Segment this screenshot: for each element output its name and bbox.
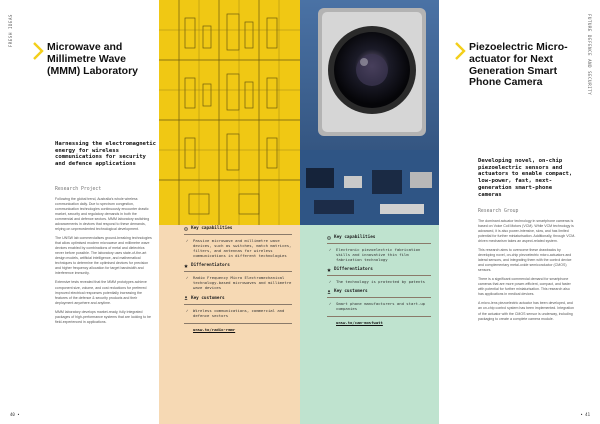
capability-item: ✓ Electronic piezoelectric fabrication skills and innovative thin film fabrication technology xyxy=(329,247,421,263)
key-customers-label: Key customers xyxy=(191,295,225,301)
check-icon: ✓ xyxy=(186,307,189,313)
people-icon xyxy=(184,296,188,300)
divider xyxy=(327,297,431,298)
check-icon: ✓ xyxy=(329,279,332,285)
right-article-body xyxy=(478,219,576,326)
paragraph: Extensive tests revealed that the MMM prototypes achieve component size, volume, and cost reductions for preferred improved electrical responses potentially increasing the features of the defence & security products and their deployment anywhere and anytime. xyxy=(55,280,147,305)
paragraph: This research aims to overcome these drawbacks by developing novel, on-chip piezoelectric micro-actuators and lateral sensors, and integrating them with the control device and complementary metal-oxide semiconductor (CMOS) sensors. xyxy=(478,248,572,273)
differentiator-item: ✓ Radio Frequency Micro Electromechanical technology-based microwaves and millimetre wave devices xyxy=(186,275,292,291)
paragraph: The dominant actuator technology in smartphone cameras is based on Voice Coil Motors (VCM). While VCM technology is advanced, it is also power-intensive, slow, and has limited potential for further miniaturisation. Additionally, through VCM-driven mechanism takes an aspect-related system. xyxy=(478,219,576,244)
right-article-title: Piezoelectric Micro-actuator for Next Generation Smart Phone Camera xyxy=(469,41,568,89)
check-icon: ✓ xyxy=(186,238,189,243)
right-project-link[interactable]: unsw.to/cam-mosfwatt xyxy=(336,320,383,326)
check-icon: ✓ xyxy=(329,301,332,307)
divider xyxy=(327,275,431,276)
circuit-board-photo xyxy=(159,0,300,225)
right-info-box xyxy=(327,235,431,325)
right-article-subhead: Developing novel, on-chip piezoelectric sensors and actuators to enable compact, low-power, fast, next-generation smart-phone cameras xyxy=(478,158,573,198)
divider xyxy=(184,234,292,235)
divider xyxy=(184,304,292,305)
page-number-left: 40 • xyxy=(10,412,20,417)
running-head-right: FUTURE DEFENCE AND SECURITY xyxy=(587,14,592,96)
capability-item: ✓ Passive microwave and millimetre wave devices, such as switches, match matrices, filters, and antennas for wireless communications in different technologies xyxy=(186,238,292,259)
divider xyxy=(184,271,292,272)
left-article-title: Microwave and Millimetre Wave (MMM) Laboratory xyxy=(47,41,138,77)
paragraph: Following the global trend, Australia's whole wireless communication daily. Due to spectrum congestion, communication technologies continuously encounter drastic market, security and regulatory demands in both the commercial and defence sectors. MMM laboratory switching advancements in devices that respond to these demands, relying on unprecedented technological development. xyxy=(55,197,150,232)
target-icon xyxy=(184,227,188,231)
check-icon: ✓ xyxy=(329,247,332,252)
key-customers-heading xyxy=(327,289,431,294)
star-icon xyxy=(327,268,331,272)
key-customers-heading xyxy=(184,296,292,301)
key-capabilities-label: Key capabilities xyxy=(191,226,233,231)
target-icon xyxy=(327,236,331,240)
divider xyxy=(184,323,292,324)
paragraph: MMM laboratory develops market-ready, fully integrated packages of high-performance systems that are looking to be field-experienced in applications. xyxy=(55,309,152,324)
divider xyxy=(327,243,431,244)
key-capabilities-heading xyxy=(184,226,292,231)
chevron-right-icon xyxy=(454,42,466,60)
left-article-kicker: Research Project xyxy=(55,187,102,192)
differentiators-label: Differentiators xyxy=(334,267,373,273)
customer-item: ✓ Smart phone manufacturers and start-up companies xyxy=(329,301,426,312)
check-icon: ✓ xyxy=(186,275,189,281)
left-article-subhead: Harnessing the electromagnetic energy for wireless communications for security and defence applications xyxy=(55,141,157,168)
left-project-link[interactable]: unsw.to/radio-rmmr xyxy=(193,326,236,332)
differentiators-heading xyxy=(184,263,292,268)
people-icon xyxy=(327,290,331,294)
running-head-left: FRESH IDEAS xyxy=(8,14,13,48)
left-article-body xyxy=(55,197,153,329)
chevron-right-icon xyxy=(32,42,44,60)
key-capabilities-label: Key capabilities xyxy=(334,235,376,240)
customer-item: ✓ Wireless communications, commercial and defence sectors xyxy=(186,307,285,318)
left-info-box xyxy=(184,226,292,332)
star-icon xyxy=(184,264,188,268)
differentiators-heading xyxy=(327,267,431,272)
paragraph: There is a significant commercial demand for smartphone cameras that are more power-efficient, compact, and faster with potential for further miniaturisation. This research also has applications in medical devices. xyxy=(478,277,571,297)
differentiator-item: ✓ The technology is protected by patents xyxy=(329,279,426,285)
paragraph: The UNSW lab commercialises ground-breaking technologies that allow optimised modern microwave and millimetre wave devices enabled by combinations of metal and dielectrics never before possible. The laboratory uses state-of-the-art design models, artificial intelligence, and mathematical techniques to determine the optimised devices for precision and higher frequency allocation for target bandwidth and interference immunity. xyxy=(55,236,152,276)
key-customers-label: Key customers xyxy=(334,289,368,295)
right-article-kicker: Research Group xyxy=(478,209,519,214)
page-number-right: • 41 xyxy=(580,412,590,417)
camera-module-photo xyxy=(300,0,439,225)
key-capabilities-heading xyxy=(327,235,431,240)
divider xyxy=(327,316,431,317)
differentiators-label: Differentiators xyxy=(191,263,230,269)
paragraph: A micro-lens piezoelectric actuator has been developed, and an on-chip control system has been implemented. Integration of the actuator with the CMOS sensor is underway, including packaging to create a complete camera module. xyxy=(478,301,575,321)
